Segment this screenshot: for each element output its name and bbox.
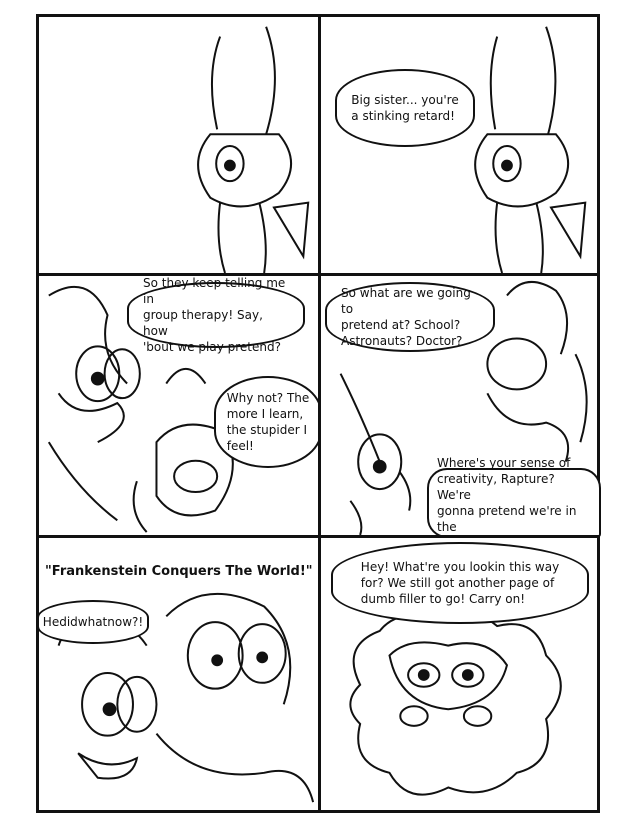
speech-bubble xyxy=(325,282,495,352)
speech-bubble xyxy=(427,456,601,538)
dialogue-text: Hedidwhatnow?! xyxy=(42,615,144,629)
panel-6 xyxy=(318,535,600,813)
dialogue-text: Big sister... you're a stinking retard! xyxy=(351,93,459,123)
dialogue-text: Why not? The more I learn, the stupider I feel! xyxy=(226,391,310,453)
dialogue-text: Where's your sense of creativity, Rapture? We're gonna pretend we're in the xyxy=(437,456,577,534)
speech-bubble xyxy=(335,69,475,147)
dialogue-text: So what are we going to pretend at? School? Astronauts? Doctor? xyxy=(341,286,471,348)
panel-4 xyxy=(318,273,600,538)
speech-bubble xyxy=(214,376,322,468)
speech-bubble xyxy=(127,276,305,354)
panel-caption: "Frankenstein Conquers The World!" xyxy=(45,564,313,579)
panel-5 xyxy=(36,535,321,813)
panel-1 xyxy=(36,14,321,276)
dialogue-text: Hey! What're you lookin this way for? We still got another page of dumb filler to go! Carry on! xyxy=(360,560,560,606)
dialogue-text: So they keep telling me in group therapy! Say, how 'bout we play pretend? xyxy=(143,276,286,354)
ponies-characters-art xyxy=(39,538,318,810)
panel-3 xyxy=(36,273,321,538)
pony-character-art xyxy=(39,17,318,273)
speech-bubble xyxy=(37,600,149,644)
panel-2 xyxy=(318,14,600,276)
pony-character-art xyxy=(321,17,597,273)
speech-bubble xyxy=(331,542,589,624)
